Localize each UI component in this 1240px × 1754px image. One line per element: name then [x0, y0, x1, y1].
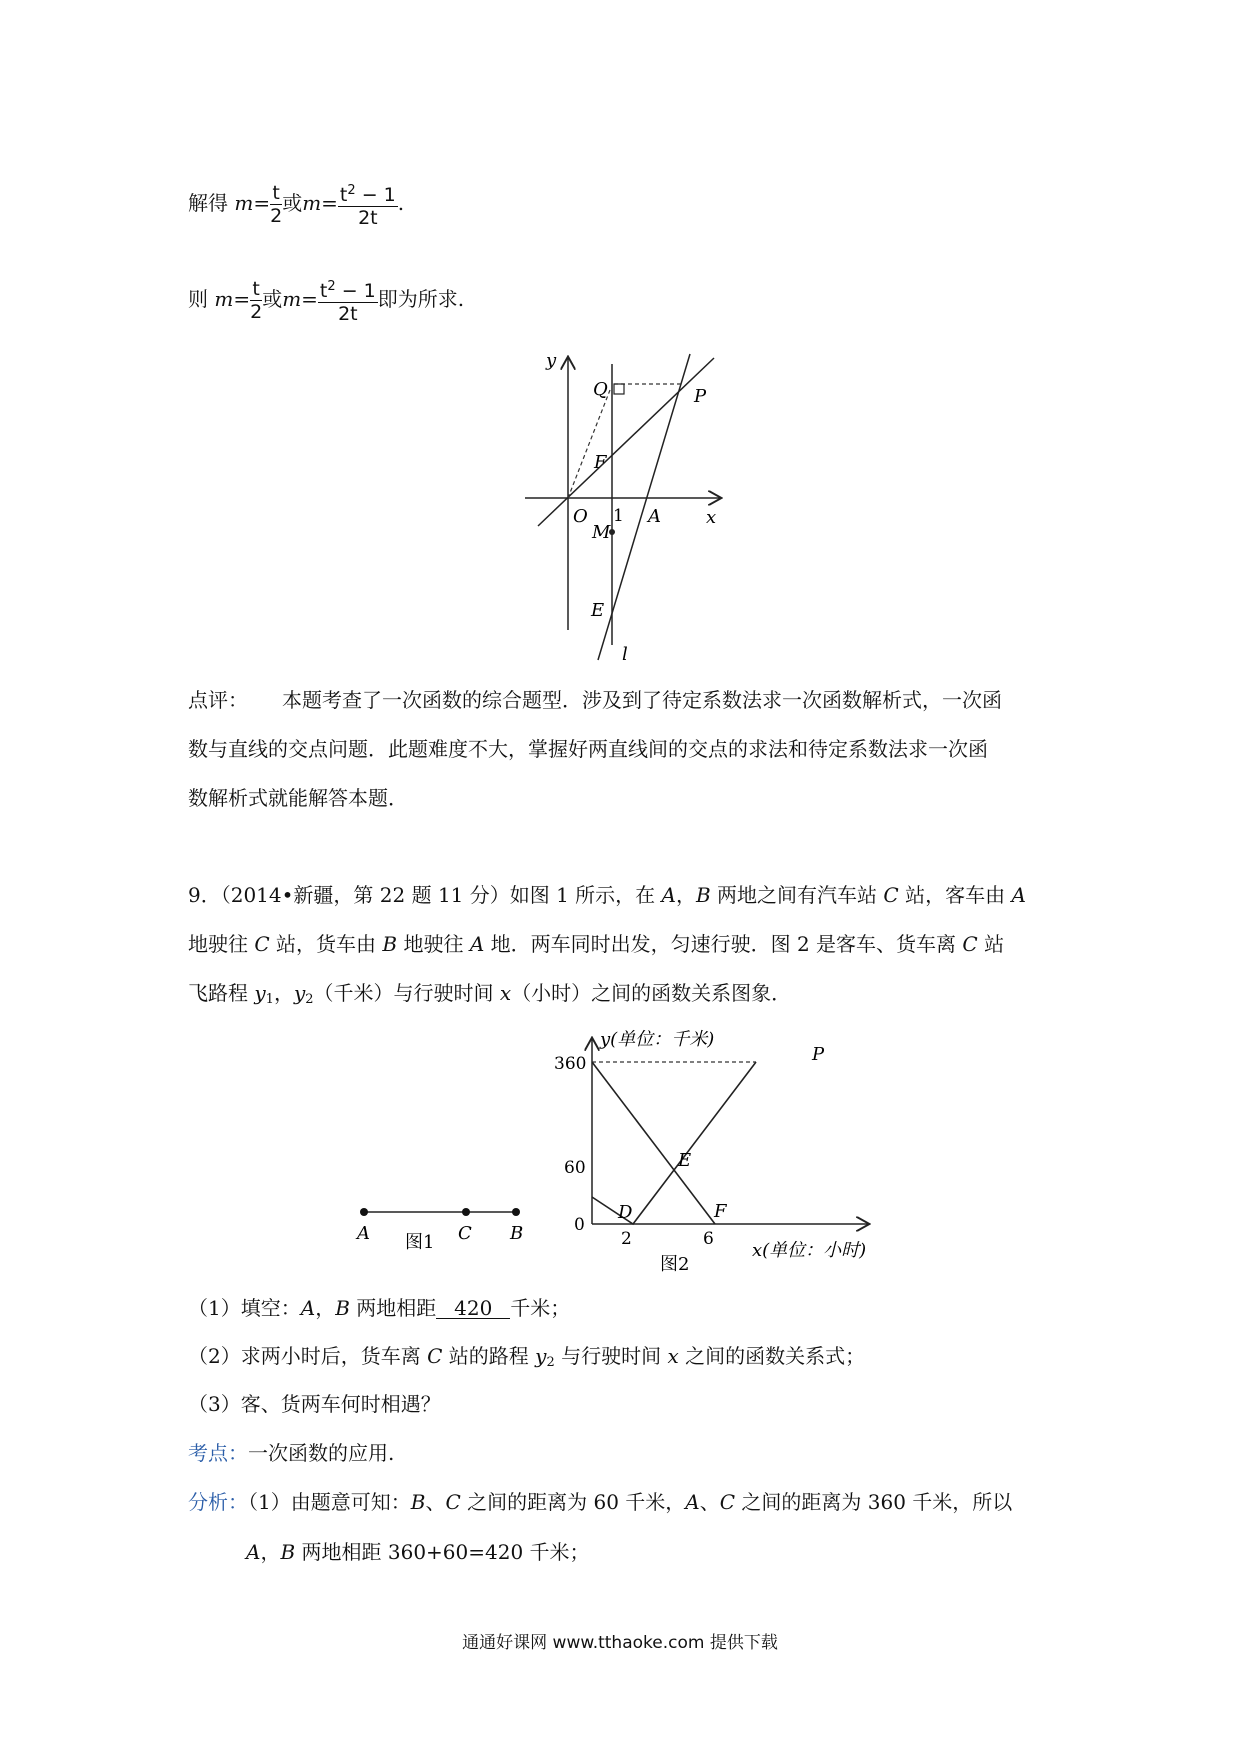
dot-C	[462, 1208, 470, 1216]
seg-label-A: A	[357, 1223, 370, 1244]
label-F: F	[594, 452, 607, 473]
label-Q: Q	[593, 379, 608, 400]
comment-line-1: 点评： 本题考查了一次函数的综合题型．涉及到了待定系数法求一次函数解析式，一次函	[188, 688, 1002, 712]
dashed-OQ	[568, 390, 610, 498]
seg-label-B: B	[510, 1223, 524, 1244]
solution-line-1: 解得 m= $\frac{t}{2}$ 或m= $\frac{t^2 - 1}{2t}$ .	[188, 182, 405, 229]
tick-60: 60	[564, 1158, 586, 1178]
segment-figure	[350, 1190, 540, 1270]
graph-x-label: x(单位：小时)	[752, 1240, 867, 1261]
tick-360: 360	[554, 1054, 587, 1074]
label-A: A	[648, 506, 661, 527]
fraction-t2-minus-1-over-2t: $\frac{t^2 - 1}{2t}$	[318, 276, 378, 325]
seg-label-C: C	[458, 1223, 472, 1244]
question-2: （2）求两小时后，货车离 C 站的路程 $y_2$ 与行驶时间 x 之间的函数关系式；	[188, 1344, 866, 1370]
series-bus	[592, 1062, 715, 1224]
tick-0: 0	[574, 1215, 585, 1235]
label-l: l	[622, 644, 628, 665]
figure1-caption: 图1	[405, 1232, 435, 1253]
question-1: （1）填空：A，B 两地相距 420 千米；	[188, 1296, 571, 1320]
function-graph	[550, 1025, 910, 1290]
geometry-figure	[510, 340, 740, 670]
label-O: O	[573, 506, 588, 527]
fraction-t-over-2: $\frac{t}{2}$	[250, 278, 263, 323]
label-P: P	[694, 386, 707, 407]
label-x: x	[706, 507, 717, 528]
graph-y-label: y(单位：千米)	[600, 1029, 715, 1050]
label-one: 1	[613, 506, 624, 526]
fraction-t2-minus-1-over-2t: $\frac{t^2 - 1}{2t}$	[338, 180, 398, 229]
right-angle-mark	[614, 384, 624, 394]
label-P2: P	[812, 1044, 825, 1065]
label-M: M	[592, 522, 611, 543]
answer-blank: 420	[436, 1298, 510, 1319]
figure2-caption: 图2	[660, 1254, 690, 1275]
problem-9-line-2: 地驶往 C 站，货车由 B 地驶往 A 地．两车同时出发，匀速行驶．图 2 是客车、货车离 C 站	[188, 932, 1005, 956]
page-footer: 通通好课网 www.tthaoke.com 提供下载	[462, 1633, 778, 1653]
label-D: D	[618, 1202, 633, 1223]
dot-A	[360, 1208, 368, 1216]
fraction-t-over-2: $\frac{t}{2}$	[270, 182, 283, 227]
problem-9-line-1: 9．（2014•新疆，第 22 题 11 分）如图 1 所示，在 A，B 两地之间有汽车站 C 站，客车由 A	[188, 883, 1026, 907]
comment-line-3: 数解析式就能解答本题．	[188, 786, 408, 810]
label-E: E	[591, 600, 605, 621]
fenxi-line-2: A，B 两地相距 360+60=420 千米；	[246, 1540, 590, 1564]
comment-line-2: 数与直线的交点问题．此题难度不大，掌握好两直线间的交点的求法和待定系数法求一次函	[188, 737, 988, 761]
fenxi-line-1: 分析：（1）由题意可知：B、C 之间的距离为 60 千米，A、C 之间的距离为 360 千米，所以	[188, 1490, 1013, 1514]
series-truck	[592, 1062, 756, 1224]
solution-line-2: 则 m= $\frac{t}{2}$ 或m= $\frac{t^2 - 1}{2t}$ 即为所求.	[188, 278, 465, 325]
label-y: y	[546, 350, 557, 371]
tick-6: 6	[703, 1229, 714, 1249]
tick-2: 2	[621, 1229, 632, 1249]
label-F2: F	[714, 1201, 727, 1222]
question-3: （3）客、货两车何时相遇？	[188, 1392, 441, 1416]
problem-9-line-3: 飞路程 $y_1$，$y_2$（千米）与行驶时间 x（小时）之间的函数关系图象．	[188, 981, 792, 1007]
line-through-O	[538, 358, 717, 528]
label-E2: E	[678, 1150, 692, 1171]
kaodian: 考点：一次函数的应用.	[188, 1441, 395, 1465]
dot-B	[512, 1208, 520, 1216]
